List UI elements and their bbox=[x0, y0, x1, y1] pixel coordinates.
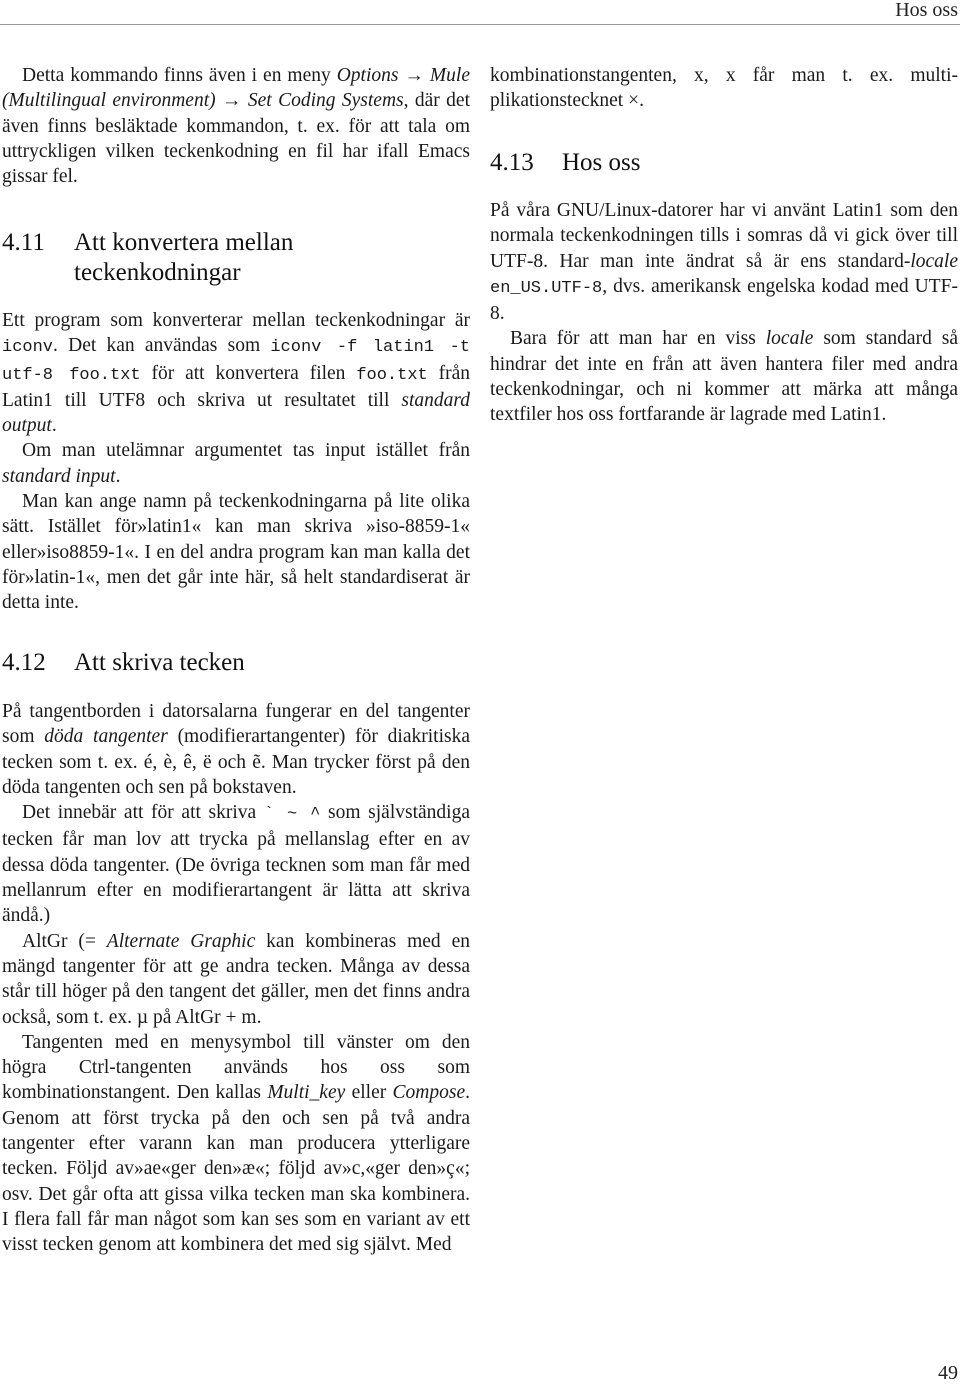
section-body-4-13 bbox=[490, 198, 958, 428]
iconv-paragraph: Ett program som konverterar mellan teckenkodningar är iconv. Det kan användas som iconv -f latin1 -t utf-8 foo.txt för att konvertera filen foo.txt från Latin1 till UTF8 och skriva ut resultatet till standard output. bbox=[2, 310, 470, 437]
running-title: Hos oss bbox=[895, 0, 958, 21]
intro-paragraph: Detta kommando finns även i en meny Options → Mule (Multilingual environment) → Set Coding Systems, där det även finns besläktade kommandon, t. ex. för att tala om uttryckligen vilken teckenkodning en fil har ifall Emacs gissar fel. bbox=[2, 65, 470, 188]
section-number: 4.12 bbox=[2, 649, 46, 676]
section-heading-4-11 bbox=[2, 228, 402, 288]
section-heading-4-13 bbox=[490, 148, 950, 178]
dead-key-chars: ` ~ ^ bbox=[263, 805, 321, 825]
continuation-paragraph: kombinationstangenten, x, x får man t. ex. multiplikationstecknet ×. bbox=[490, 65, 958, 112]
left-column-top bbox=[2, 63, 470, 189]
code-command: iconv -f latin1 -t utf-8 foo.txt bbox=[2, 338, 470, 385]
standalone-chars-paragraph: Det innebär att för att skriva ` ~ ^ som självständiga tecken får man lov att trycka på mellanslag efter en av dessa döda tangenter. (De övriga tecknen som man får med mellanrum efter en modifierartangent är lätta att skriva ändå.) bbox=[2, 802, 470, 927]
running-header bbox=[0, 0, 960, 25]
section-body-4-12 bbox=[2, 699, 470, 1258]
section-body-4-11 bbox=[2, 308, 470, 616]
input-paragraph: Om man utelämnar argumentet tas input istället från standard input. bbox=[2, 440, 470, 487]
section-title: Att skriva tecken bbox=[74, 649, 245, 676]
section-title: Hos oss bbox=[562, 149, 641, 176]
altgr-paragraph: AltGr (= Alternate Graphic kan kombineras med en mängd tangenter för att ge andra tecken. Många av dessa står till höger på den tangent det gäller, men det finns andra också, som t. ex. µ på AltGr + m. bbox=[2, 930, 470, 1028]
code-filename: foo.txt bbox=[356, 365, 428, 385]
section-heading-4-12 bbox=[2, 648, 462, 678]
encodings-paragraph: Bara för att man har en viss locale som standard så hindrar det inte en från att även hantera filer med andra teckenkodningar, och ni kommer att märka att många textfiler hos oss fortfarande är lagrade med Latin1. bbox=[490, 328, 958, 426]
section-number: 4.13 bbox=[490, 149, 534, 176]
code-iconv: iconv bbox=[2, 338, 54, 358]
section-title: Att konvertera mellan teckenkodningar bbox=[74, 229, 294, 286]
page-number: 49 bbox=[938, 1362, 958, 1384]
dead-keys-paragraph: På tangentborden i datorsalarna fungerar en del tangenter som döda tangenter (modifierartangenter) för diakritiska tecken som t. ex. é, è, ê, ë och ẽ. Man trycker först på den döda tangenten och sen på bokstaven. bbox=[2, 701, 470, 798]
code-locale: en_US.UTF-8 bbox=[490, 278, 603, 298]
section-number: 4.11 bbox=[2, 229, 45, 256]
names-paragraph: Man kan ange namn på teckenkodningarna på lite olika sätt. Istället för»latin1« kan man skriva »iso-8859-1« eller»iso8859-1«. I en del andra program kan man kalla det för»latin-1«, men det går inte här, så helt standardiserat är detta inte. bbox=[2, 491, 470, 614]
locale-paragraph: På våra GNU/Linux-datorer har vi använt Latin1 som den normala teckenkodningen tills i somras då vi gick över till UTF-8. Har man inte ändrat så är ens standard-locale en_US.UTF-8, dvs. amerikansk engelska kodad med UTF-8. bbox=[490, 200, 958, 325]
compose-paragraph: Tangenten med en menysymbol till vänster om den högra Ctrl-tangenten används hos oss som kombinationstangent. Den kallas Multi_key eller Compose. Genom att först trycka på den och sen på två andra tangenter efter varann kan man producera ytterligare tecken. Följd av»ae«ger den»æ«; följd av»c,«ger den»ç«; osv. Det går ofta att gissa vilka tecken man ska kombinera. I flera fall får man något som kan ses som en variant av ett visst tecken genom att kombinera det med sig självt. Med bbox=[2, 1031, 470, 1256]
menu-path: Options → Mule (Multilingual environment) → Set Coding Systems bbox=[2, 65, 470, 112]
right-column-top bbox=[490, 63, 958, 114]
